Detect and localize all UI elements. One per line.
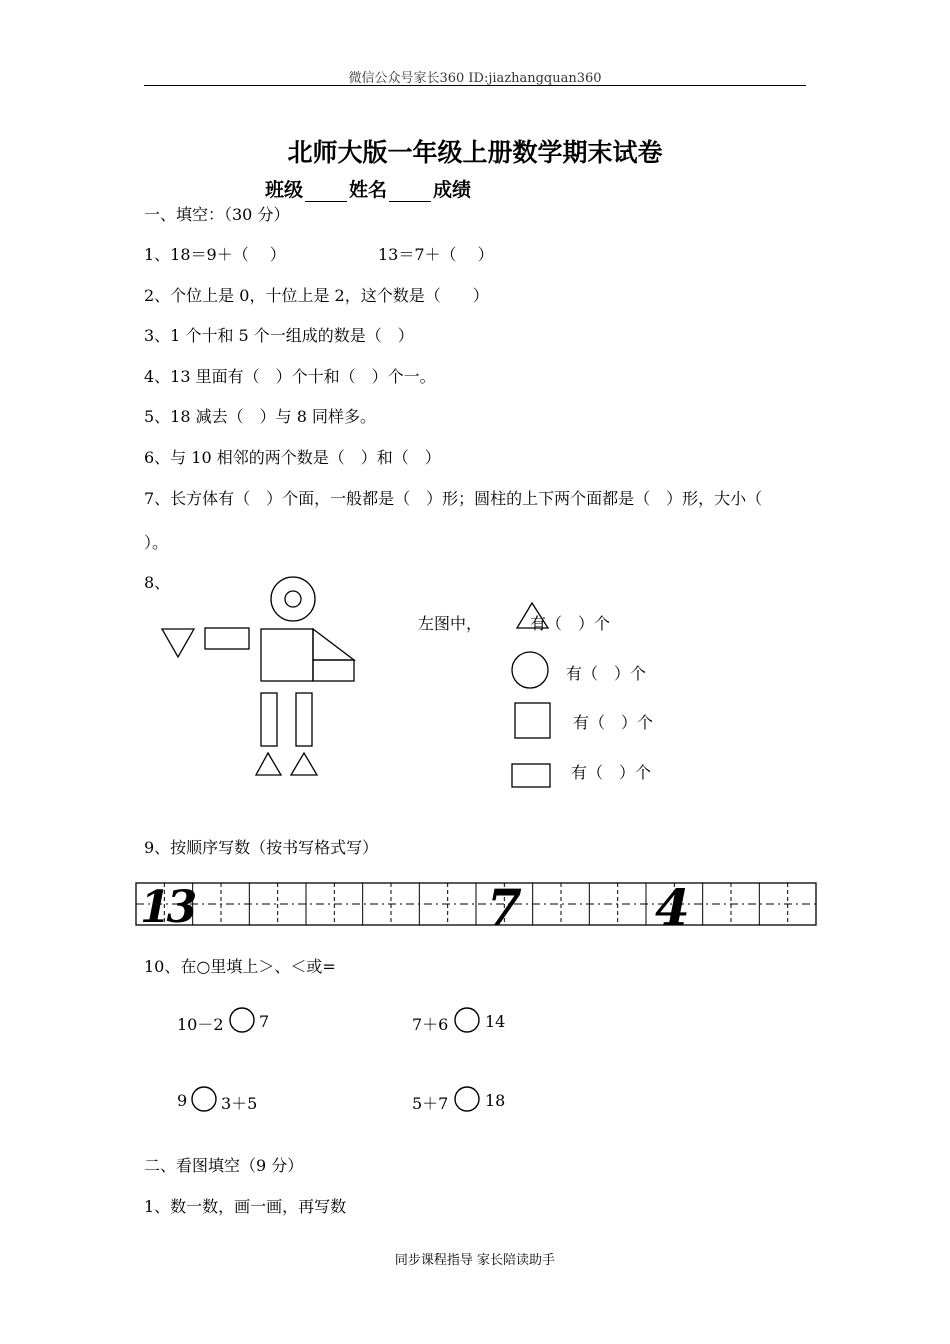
compare-3-right: 3＋5 <box>221 1094 258 1113</box>
compare-1-right: 7 <box>259 1012 270 1031</box>
name-label: 姓名 <box>349 179 388 201</box>
grid-digit-13: 13 <box>140 882 194 933</box>
compare-3-left: 9 <box>177 1091 188 1110</box>
compare-1-left: 10－2 <box>177 1015 224 1034</box>
question-9: 9、按顺序写数（按书写格式写） <box>144 838 379 857</box>
q8-circle-count: 有（ ）个 <box>566 664 647 683</box>
q8-triangle-count: 有（ ）个 <box>530 614 611 633</box>
question-5: 5、18 减去（ ）与 8 同样多。 <box>144 407 376 426</box>
question-8-label: 8、 <box>144 573 171 592</box>
question-2: 2、个位上是 0，十位上是 2，这个数是（ ） <box>144 286 489 305</box>
name-field[interactable] <box>389 183 431 202</box>
question-7b: ）。 <box>144 533 169 552</box>
robot-right-foot <box>291 753 317 775</box>
question-7a: 7、长方体有（ ）个面，一般都是（ ）形；圆柱的上下两个面都是（ ）形，大小（ <box>144 489 763 508</box>
compare-4-circle <box>455 1087 479 1111</box>
robot-arm-rect-lower <box>313 660 354 681</box>
legend-square-icon <box>515 703 550 738</box>
grid-digit-7: 7 <box>487 878 522 937</box>
question-3: 3、1 个十和 5 个一组成的数是（ ） <box>144 326 414 345</box>
robot-head-circle <box>271 577 315 621</box>
page-title: 北师大版一年级上册数学期末试卷 <box>287 138 663 167</box>
robot-head-inner-circle <box>285 591 301 607</box>
compare-1-circle <box>230 1008 254 1032</box>
question-6: 6、与 10 相邻的两个数是（ ）和（ ） <box>144 448 441 467</box>
section1-heading: 一、填空：（30 分） <box>144 205 290 224</box>
footer: 同步课程指导 家长陪读助手 <box>394 1253 556 1268</box>
legend-rectangle-icon <box>512 764 550 787</box>
robot-left-leg <box>261 693 277 746</box>
grid-digit-4: 4 <box>655 878 690 937</box>
class-label: 班级 <box>265 179 304 201</box>
robot-body-square <box>261 629 313 681</box>
compare-2-left: 7＋6 <box>412 1015 449 1034</box>
header-watermark: 微信公众号家长360 ID:jiazhangquan360 <box>348 71 602 86</box>
compare-4-left: 5＋7 <box>412 1094 449 1113</box>
robot-arm-triangle <box>313 629 354 660</box>
q8-square-count: 有（ ）个 <box>573 713 654 732</box>
legend-circle-icon <box>512 652 548 688</box>
compare-2-right: 14 <box>485 1012 506 1031</box>
question-4: 4、13 里面有（ ）个十和（ ）个一。 <box>144 367 436 386</box>
section2-heading: 二、看图填空（9 分） <box>144 1156 304 1175</box>
question-1a: 1、18＝9＋（ ） <box>144 245 286 264</box>
question-1b: 13＝7＋（ ） <box>378 245 494 264</box>
robot-arm-rectangle <box>205 628 249 649</box>
robot-right-leg <box>296 693 312 746</box>
q8-rectangle-count: 有（ ）个 <box>571 763 652 782</box>
robot-left-foot <box>256 753 281 775</box>
q8-lead: 左图中， <box>418 614 483 633</box>
section2-question-1: 1、数一数，画一画，再写数 <box>144 1197 347 1216</box>
grid-border <box>136 883 816 925</box>
compare-3-circle <box>192 1087 216 1111</box>
class-field[interactable] <box>305 183 347 202</box>
student-info <box>265 175 471 202</box>
header-divider <box>144 85 806 86</box>
question-10: 10、在○里填上＞、＜或= <box>144 957 336 976</box>
compare-4-right: 18 <box>485 1091 506 1110</box>
compare-2-circle <box>455 1008 479 1032</box>
robot-hand-triangle <box>162 629 194 657</box>
score-label: 成绩 <box>433 179 472 201</box>
